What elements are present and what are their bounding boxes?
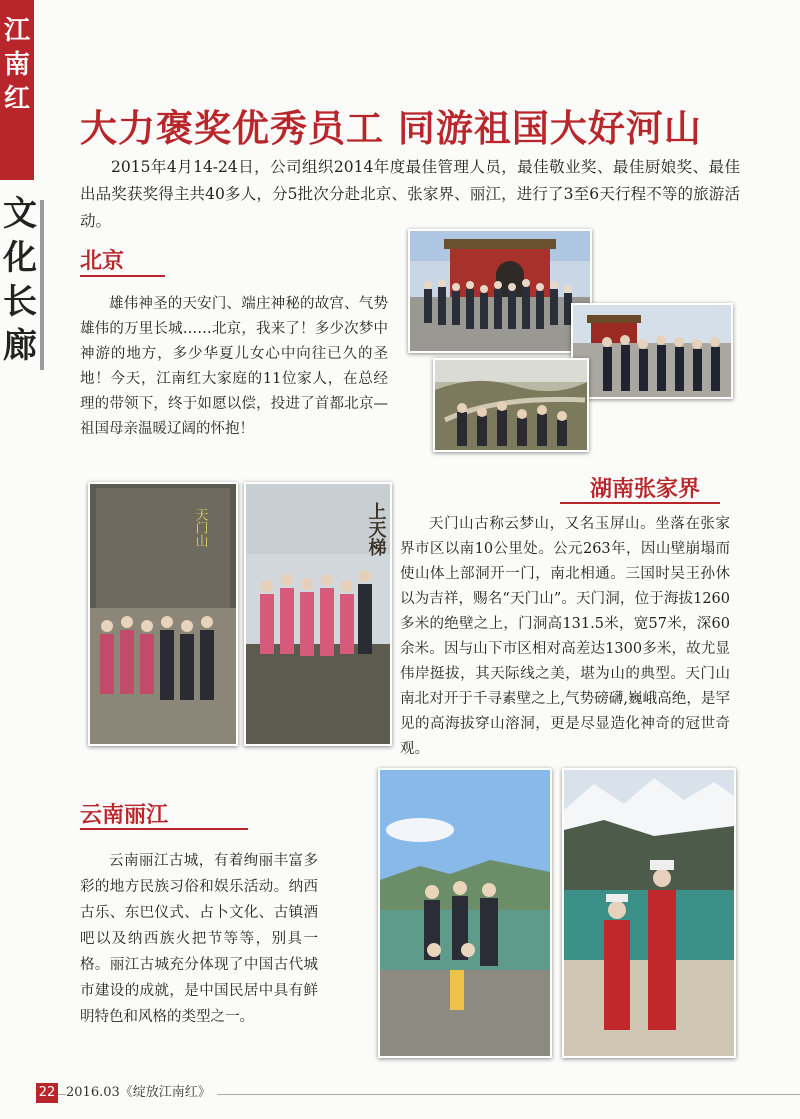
- sign-text-tianmen: 天门山: [192, 508, 208, 547]
- brand-char: 红: [3, 84, 30, 114]
- section-underline: [560, 502, 720, 504]
- photo-tianmen-sign: [88, 482, 238, 746]
- page-number: 22: [36, 1083, 58, 1103]
- section-underline: [80, 275, 165, 277]
- column-divider: [40, 200, 44, 370]
- column-char: 文: [3, 194, 37, 234]
- section-text-lijiang: 云南丽江古城，有着绚丽丰富多彩的地方民族习俗和娱乐活动。纳西古乐、东巴仪式、占卜文化、古镇酒吧以及纳西族火把节等等，别具一格。丽江古城充分体现了中国古代城市建设的成就，是中国民居中具有鲜明特色和风格的类型之一。: [80, 853, 318, 1025]
- section-heading-lijiang: 云南丽江: [80, 802, 169, 828]
- column-char: 长: [3, 282, 37, 322]
- brand-tab: [0, 0, 34, 180]
- section-heading-beijing: 北京: [80, 248, 125, 274]
- photo-beijing-gate: [408, 229, 592, 353]
- photo-lijiang-lake: [378, 768, 552, 1058]
- photo-lijiang-snow-mountain: [562, 768, 736, 1058]
- section-text-zhangjiajie: 天门山古称云梦山，又名玉屏山。坐落在张家界市区以南10公里处。公元263年，因山壁崩塌而使山体上部洞开一门，南北相通。三国时吴王孙休以为吉祥，赐名“天门山”。天门洞，位于海拔1260多米的绝壁之上，门洞高131.5米，宽57米，深60余米。因与山下市区相对高差达1300多米，故尤显伟岸挺拔，其天际线之美，堪为山的典型。天门山南北对开于千寻素壁之上,气势磅礴,巍峨高绝，是罕见的高海拔穿山溶洞，更是尽显造化神奇的冠世奇观。: [400, 516, 730, 757]
- article-intro: 2015年4月14-24日，公司组织2014年度最佳管理人员，最佳敬业奖、最佳厨娘奖、最佳出品奖获奖得主共40多人，分5批次分赴北京、张家界、丽江，进行了3至6天行程不等的旅游活动。: [80, 158, 740, 230]
- section-text-beijing: 雄伟神圣的天安门、端庄神秘的故宫、气势雄伟的万里长城……北京，我来了！多少次梦中神游的地方，多少华夏儿女心中向往已久的圣地！今天，江南红大家庭的11位家人，在总经理的带领下，终于如愿以偿，投进了首都北京—祖国母亲温暖辽阔的怀抱！: [80, 296, 388, 437]
- column-title: [0, 192, 40, 368]
- brand-char: 南: [3, 50, 30, 80]
- photo-shangtianti: [244, 482, 392, 746]
- issue-label: 2016.03《绽放江南红》: [66, 1083, 217, 1103]
- photo-beijing-tiananmen: [571, 303, 733, 399]
- column-char: 化: [3, 238, 37, 278]
- section-underline: [80, 828, 248, 830]
- brand-char: 江: [3, 16, 30, 46]
- article-title: 大力褒奖优秀员工 同游祖国大好河山: [80, 106, 702, 150]
- section-heading-zhangjiajie: 湖南张家界: [590, 476, 701, 502]
- photo-great-wall: [433, 358, 589, 452]
- column-char: 廊: [3, 326, 37, 366]
- sign-text-shangtianti: 上天梯: [365, 502, 387, 556]
